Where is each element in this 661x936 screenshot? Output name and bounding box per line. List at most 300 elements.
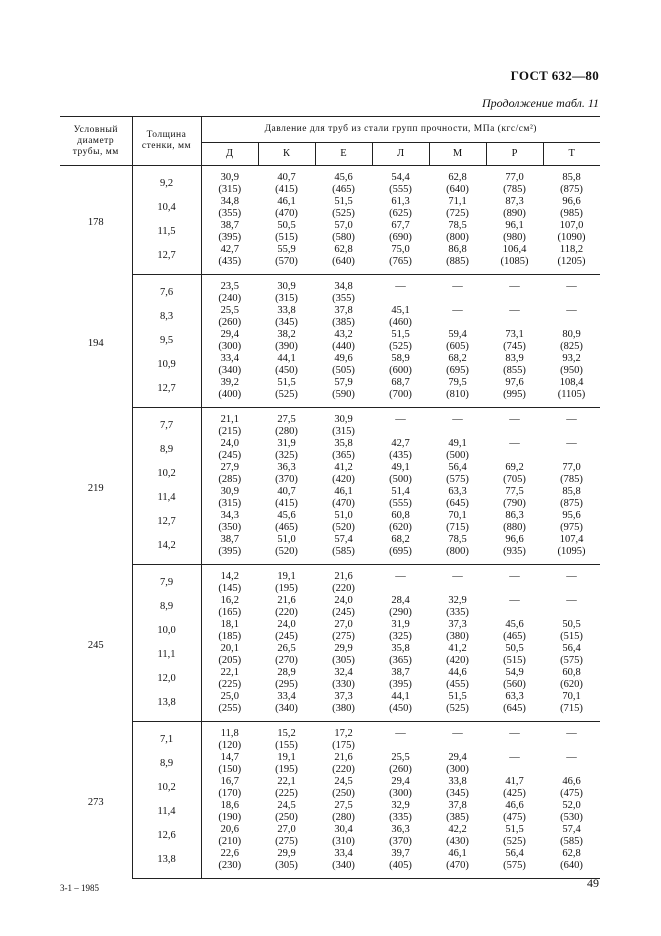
pressure-cell: [543, 438, 600, 462]
pressure-mpa: 41,2: [448, 643, 467, 654]
pressure-cell: [258, 534, 315, 565]
pressure-cell: [201, 353, 258, 377]
pressure-cell: [258, 848, 315, 879]
pressure-cell: [201, 166, 258, 197]
pressure-kgf: (290): [389, 607, 412, 618]
diameter-group: [60, 166, 600, 275]
pressure-mpa: —: [509, 571, 520, 582]
pressure-mpa: 29,4: [220, 329, 239, 340]
pressure-cell: [429, 275, 486, 306]
pressure-kgf: (395): [218, 232, 242, 243]
pressure-kgf: [543, 426, 600, 438]
wall-thickness-cell: 12,7: [132, 377, 201, 408]
pressure-kgf: (210): [218, 836, 242, 847]
pressure-mpa: 56,4: [505, 848, 524, 859]
table-row: [60, 377, 600, 408]
pressure-cell: [315, 305, 372, 329]
pressure-cell: [372, 196, 429, 220]
table-row: [60, 824, 600, 848]
pressure-kgf: [429, 740, 486, 752]
pressure-cell: [486, 824, 543, 848]
table-row: [60, 643, 600, 667]
pressure-kgf: (470): [446, 860, 469, 871]
pressure-kgf: (335): [389, 812, 412, 823]
pressure-mpa: 29,4: [391, 776, 410, 787]
pressure-kgf: [486, 293, 543, 305]
pressure-cell: [372, 800, 429, 824]
pressure-kgf: (600): [389, 365, 412, 376]
pressure-kgf: (620): [389, 522, 412, 533]
pressure-cell: [201, 776, 258, 800]
pressure-cell: [486, 220, 543, 244]
pressure-cell: [486, 643, 543, 667]
pressure-cell: [201, 534, 258, 565]
pressure-mpa: 78,5: [448, 220, 467, 231]
pressure-mpa: 83,9: [505, 353, 524, 364]
pressure-cell: [258, 619, 315, 643]
pressure-kgf: [543, 450, 600, 462]
pressure-cell: [201, 510, 258, 534]
table-row: [60, 691, 600, 722]
pressure-kgf: (120): [218, 740, 242, 751]
wall-thickness-cell: 13,8: [132, 691, 201, 722]
pressure-cell: [543, 486, 600, 510]
pressure-mpa: 43,2: [334, 329, 353, 340]
pressure-cell: [258, 196, 315, 220]
pressure-cell: [486, 353, 543, 377]
grade-header-3: Е: [315, 142, 372, 165]
pressure-mpa: 39,2: [220, 377, 239, 388]
pressure-mpa: 28,9: [277, 667, 296, 678]
pressure-kgf: [486, 764, 543, 776]
pressure-cell: [486, 752, 543, 776]
pressure-kgf: (520): [332, 522, 355, 533]
pressure-cell: [258, 462, 315, 486]
table-row: [60, 565, 600, 596]
pressure-mpa: 16,2: [220, 595, 239, 606]
pressure-cell: [486, 275, 543, 306]
pressure-mpa: 49,6: [334, 353, 353, 364]
pressure-kgf: (505): [332, 365, 355, 376]
pressure-kgf: (340): [332, 860, 355, 871]
pressure-kgf: (470): [275, 208, 298, 219]
pressure-mpa: 63,3: [448, 486, 467, 497]
grade-header-4: Л: [372, 142, 429, 165]
pressure-cell: [201, 565, 258, 596]
pressure-mpa: 73,1: [505, 329, 524, 340]
pressure-kgf: (695): [389, 546, 412, 557]
pressure-cell: [201, 691, 258, 722]
pressure-mpa: 20,1: [220, 643, 239, 654]
pressure-kgf: (975): [560, 522, 583, 533]
pressure-mpa: 51,5: [391, 329, 410, 340]
pressure-mpa: —: [395, 414, 406, 425]
pressure-kgf: (645): [446, 498, 469, 509]
pressure-kgf: (245): [275, 631, 298, 642]
pressure-kgf: (345): [275, 317, 298, 328]
pressure-mpa: 27,5: [277, 414, 296, 425]
pressure-cell: [543, 244, 600, 275]
pressure-cell: [372, 534, 429, 565]
pressure-kgf: (380): [446, 631, 469, 642]
pressure-cell: [429, 643, 486, 667]
pressure-kgf: (785): [503, 184, 526, 195]
pressure-kgf: (560): [503, 679, 526, 690]
pressure-mpa: 11,8: [220, 728, 239, 739]
pressure-kgf: [543, 764, 600, 776]
table-row: [60, 800, 600, 824]
print-code: 3-1 – 1985: [60, 883, 99, 893]
pressure-cell: [315, 377, 372, 408]
wall-thickness-cell: 8,9: [132, 595, 201, 619]
wall-thickness-cell: 13,8: [132, 848, 201, 879]
pressure-kgf: (465): [275, 522, 298, 533]
pressure-mpa: 42,7: [220, 244, 239, 255]
pressure-cell: [201, 408, 258, 439]
pressure-mpa: 45,6: [505, 619, 524, 630]
pressure-cell: [315, 166, 372, 197]
pressure-mpa: 62,8: [448, 172, 467, 183]
pressure-mpa: 30,4: [334, 824, 353, 835]
pressure-cell: [372, 408, 429, 439]
pressure-kgf: (855): [503, 365, 526, 376]
pressure-mpa: 75,0: [391, 244, 410, 255]
pressure-cell: [372, 619, 429, 643]
pressure-mpa: 80,9: [562, 329, 581, 340]
wall-thickness-cell: 12,7: [132, 244, 201, 275]
pressure-cell: [486, 691, 543, 722]
pressure-kgf: (1105): [557, 389, 586, 400]
pressure-cell: [486, 408, 543, 439]
pressure-kgf: (225): [275, 788, 298, 799]
pressure-cell: [372, 438, 429, 462]
pressure-kgf: (220): [275, 607, 298, 618]
pressure-mpa: 18,6: [220, 800, 239, 811]
pressure-kgf: (525): [275, 389, 298, 400]
pressure-kgf: [486, 740, 543, 752]
pressure-kgf: (430): [446, 836, 469, 847]
pressure-mpa: 38,7: [220, 534, 239, 545]
pressure-kgf: (380): [332, 703, 355, 714]
pressure-mpa: —: [452, 414, 463, 425]
pressure-cell: [315, 848, 372, 879]
pressure-kgf: (585): [560, 836, 583, 847]
pressure-cell: [258, 377, 315, 408]
pressure-cell: [201, 244, 258, 275]
table-row: [60, 353, 600, 377]
pressure-cell: [258, 752, 315, 776]
pressure-kgf: (875): [560, 498, 583, 509]
pressure-mpa: 55,9: [277, 244, 296, 255]
pressure-cell: [543, 595, 600, 619]
pressure-kgf: [486, 607, 543, 619]
pressure-kgf: (245): [218, 450, 242, 461]
pressure-mpa: —: [566, 595, 577, 606]
pressure-kgf: (315): [332, 426, 355, 437]
pressure-cell: [372, 643, 429, 667]
pressure-kgf: (255): [218, 703, 242, 714]
pressure-kgf: (1085): [500, 256, 529, 267]
pressure-mpa: 37,3: [334, 691, 353, 702]
pressure-mpa: 51,5: [505, 824, 524, 835]
pressure-cell: [201, 329, 258, 353]
pressure-mpa: 46,1: [448, 848, 467, 859]
pressure-cell: [201, 619, 258, 643]
grade-header-7: Т: [543, 142, 600, 165]
pressure-mpa: 85,8: [562, 486, 581, 497]
pressure-mpa: 38,7: [391, 667, 410, 678]
pressure-cell: [543, 166, 600, 197]
pressure-cell: [543, 848, 600, 879]
table-row: [60, 534, 600, 565]
pressure-mpa: 35,8: [391, 643, 410, 654]
pressure-kgf: (785): [560, 474, 583, 485]
header-pressure: Давление для труб из стали групп прочности, МПа (кгс/см²): [201, 117, 600, 143]
wall-thickness-cell: 7,6: [132, 275, 201, 306]
pressure-kgf: (825): [560, 341, 583, 352]
pressure-cell: [258, 824, 315, 848]
pressure-cell: [486, 667, 543, 691]
pressure-cell: [258, 486, 315, 510]
pressure-mpa: 34,8: [220, 196, 239, 207]
pressure-cell: [372, 595, 429, 619]
pressure-mpa: 63,3: [505, 691, 524, 702]
pressure-kgf: (155): [275, 740, 298, 751]
pressure-mpa: 45,6: [334, 172, 353, 183]
table-row: [60, 752, 600, 776]
pressure-mpa: 51,5: [334, 196, 353, 207]
table-row: [60, 329, 600, 353]
pressure-kgf: (470): [332, 498, 355, 509]
pressure-table: [60, 116, 600, 879]
pressure-cell: [486, 166, 543, 197]
pressure-kgf: (810): [446, 389, 469, 400]
pressure-mpa: 37,8: [334, 305, 353, 316]
pressure-mpa: 52,0: [562, 800, 581, 811]
pressure-mpa: 21,6: [334, 752, 353, 763]
wall-thickness-cell: 9,2: [132, 166, 201, 197]
pressure-kgf: [486, 426, 543, 438]
table-row: [60, 462, 600, 486]
pressure-mpa: —: [509, 281, 520, 292]
pressure-cell: [315, 196, 372, 220]
pressure-cell: [486, 329, 543, 353]
pressure-kgf: (695): [446, 365, 469, 376]
pressure-mpa: —: [566, 281, 577, 292]
pressure-kgf: (1090): [557, 232, 586, 243]
pressure-kgf: (700): [389, 389, 412, 400]
pressure-mpa: —: [566, 728, 577, 739]
pressure-cell: [429, 486, 486, 510]
pressure-kgf: (800): [446, 546, 469, 557]
pressure-cell: [258, 353, 315, 377]
pressure-mpa: 24,0: [277, 619, 296, 630]
pressure-mpa: 56,4: [562, 643, 581, 654]
pressure-kgf: (415): [275, 498, 298, 509]
pressure-cell: [486, 534, 543, 565]
pressure-kgf: (395): [389, 679, 412, 690]
pressure-kgf: (345): [446, 788, 469, 799]
pressure-mpa: 77,0: [505, 172, 524, 183]
pressure-mpa: 29,9: [334, 643, 353, 654]
pressure-mpa: 56,4: [448, 462, 467, 473]
wall-thickness-cell: 7,1: [132, 722, 201, 753]
diameter-cell: 245: [60, 565, 132, 722]
pressure-cell: [315, 220, 372, 244]
wall-thickness-cell: 14,2: [132, 534, 201, 565]
pressure-kgf: (225): [218, 679, 242, 690]
pressure-mpa: 62,8: [334, 244, 353, 255]
pressure-kgf: (165): [218, 607, 242, 618]
pressure-mpa: 41,2: [334, 462, 353, 473]
pressure-kgf: (245): [332, 607, 355, 618]
pressure-kgf: [543, 293, 600, 305]
pressure-kgf: (150): [218, 764, 242, 775]
pressure-kgf: (270): [275, 655, 298, 666]
pressure-kgf: (315): [218, 184, 242, 195]
pressure-kgf: (335): [446, 607, 469, 618]
pressure-table-container: [60, 116, 600, 879]
pressure-cell: [315, 534, 372, 565]
pressure-cell: [372, 848, 429, 879]
pressure-kgf: (370): [275, 474, 298, 485]
pressure-mpa: 60,8: [391, 510, 410, 521]
pressure-cell: [201, 722, 258, 753]
pressure-kgf: [429, 426, 486, 438]
pressure-cell: [201, 377, 258, 408]
pressure-kgf: (725): [446, 208, 469, 219]
wall-thickness-cell: 8,3: [132, 305, 201, 329]
pressure-mpa: 118,2: [559, 244, 584, 255]
pressure-mpa: 50,5: [505, 643, 524, 654]
pressure-cell: [258, 275, 315, 306]
pressure-mpa: 97,6: [505, 377, 524, 388]
diameter-group: [60, 275, 600, 408]
pressure-cell: [486, 510, 543, 534]
pressure-kgf: (585): [332, 546, 355, 557]
pressure-kgf: (475): [503, 812, 526, 823]
pressure-mpa: 31,9: [277, 438, 296, 449]
pressure-cell: [372, 166, 429, 197]
pressure-kgf: (295): [275, 679, 298, 690]
table-caption: Продолжение табл. 11: [481, 96, 599, 110]
grade-header-1: Д: [201, 142, 258, 165]
pressure-kgf: (385): [332, 317, 355, 328]
pressure-cell: [372, 667, 429, 691]
pressure-kgf: (305): [332, 655, 355, 666]
pressure-cell: [429, 244, 486, 275]
pressure-kgf: (515): [503, 655, 526, 666]
pressure-mpa: 33,4: [277, 691, 296, 702]
pressure-cell: [201, 824, 258, 848]
pressure-kgf: (625): [389, 208, 412, 219]
pressure-cell: [258, 438, 315, 462]
pressure-cell: [315, 595, 372, 619]
pressure-kgf: (800): [446, 232, 469, 243]
pressure-kgf: (575): [560, 655, 583, 666]
pressure-cell: [543, 643, 600, 667]
pressure-mpa: 45,1: [391, 305, 410, 316]
pressure-cell: [429, 329, 486, 353]
pressure-cell: [429, 824, 486, 848]
pressure-cell: [201, 438, 258, 462]
pressure-kgf: (175): [332, 740, 355, 751]
pressure-cell: [201, 486, 258, 510]
pressure-cell: [258, 800, 315, 824]
diameter-group: [60, 408, 600, 565]
pressure-kgf: (405): [389, 860, 412, 871]
pressure-kgf: (890): [503, 208, 526, 219]
pressure-cell: [315, 486, 372, 510]
pressure-cell: [315, 408, 372, 439]
pressure-cell: [258, 667, 315, 691]
pressure-mpa: 19,1: [277, 752, 296, 763]
pressure-kgf: [486, 317, 543, 329]
pressure-mpa: —: [452, 571, 463, 582]
pressure-mpa: 18,1: [220, 619, 239, 630]
pressure-mpa: 37,3: [448, 619, 467, 630]
pressure-mpa: 77,0: [562, 462, 581, 473]
pressure-mpa: 36,3: [277, 462, 296, 473]
pressure-kgf: (460): [389, 317, 412, 328]
pressure-cell: [543, 196, 600, 220]
pressure-cell: [543, 565, 600, 596]
pressure-mpa: 21,6: [334, 571, 353, 582]
wall-thickness-cell: 11,4: [132, 486, 201, 510]
pressure-kgf: (790): [503, 498, 526, 509]
pressure-cell: [258, 722, 315, 753]
pressure-kgf: (250): [332, 788, 355, 799]
pressure-mpa: 30,9: [277, 281, 296, 292]
pressure-cell: [315, 244, 372, 275]
pressure-cell: [372, 305, 429, 329]
pressure-mpa: 33,4: [334, 848, 353, 859]
pressure-kgf: (1205): [557, 256, 586, 267]
pressure-mpa: 50,5: [277, 220, 296, 231]
pressure-kgf: (995): [503, 389, 526, 400]
pressure-kgf: (310): [332, 836, 355, 847]
pressure-kgf: (690): [389, 232, 412, 243]
pressure-cell: [543, 353, 600, 377]
pressure-cell: [372, 565, 429, 596]
pressure-kgf: [543, 607, 600, 619]
pressure-cell: [543, 377, 600, 408]
wall-thickness-cell: 11,1: [132, 643, 201, 667]
pressure-cell: [315, 462, 372, 486]
pressure-cell: [543, 275, 600, 306]
pressure-cell: [258, 643, 315, 667]
pressure-kgf: (455): [446, 679, 469, 690]
pressure-mpa: 15,2: [277, 728, 296, 739]
pressure-cell: [315, 824, 372, 848]
pressure-cell: [486, 438, 543, 462]
pressure-kgf: [429, 583, 486, 595]
pressure-cell: [258, 305, 315, 329]
wall-thickness-cell: 10,4: [132, 196, 201, 220]
pressure-kgf: (190): [218, 812, 242, 823]
pressure-cell: [372, 462, 429, 486]
pressure-mpa: 26,5: [277, 643, 296, 654]
pressure-cell: [315, 510, 372, 534]
grade-header-5: М: [429, 142, 486, 165]
table-row: [60, 244, 600, 275]
table-row: [60, 722, 600, 753]
pressure-mpa: 30,9: [220, 486, 239, 497]
pressure-mpa: 58,9: [391, 353, 410, 364]
pressure-cell: [201, 667, 258, 691]
pressure-mpa: 29,4: [448, 752, 467, 763]
pressure-cell: [429, 408, 486, 439]
